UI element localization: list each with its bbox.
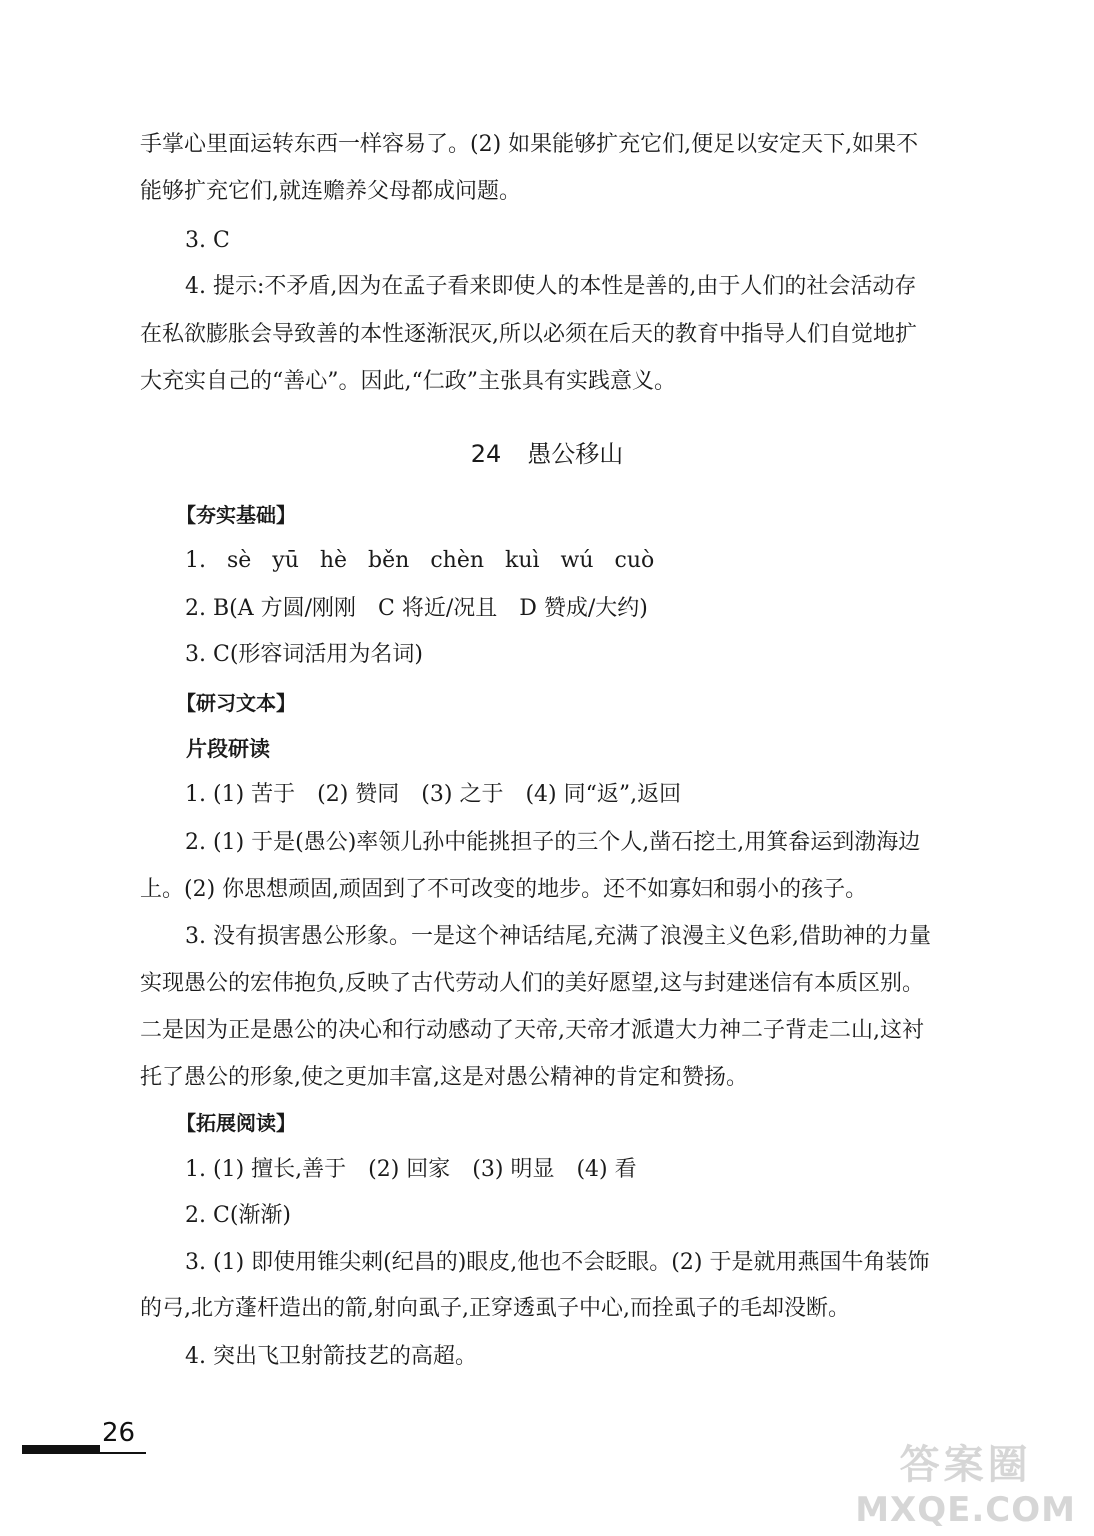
answer-line: 上。(2) 你思想顽固,顽固到了不可改变的地步。还不如寡妇和弱小的孩子。 [140, 877, 868, 902]
sub-heading: 片段研读 [186, 737, 270, 761]
answer-line: 3. 没有损害愚公形象。一是这个神话结尾,充满了浪漫主义色彩,借助神的力量 [185, 924, 931, 949]
section-heading: 【夯实基础】 [176, 503, 296, 527]
footer-rule [22, 1452, 146, 1454]
answer-line: 实现愚公的宏伟抱负,反映了古代劳动人们的美好愿望,这与封建迷信有本质区别。 [140, 971, 924, 996]
answer-line: 1. (1) 苦于 (2) 赞同 (3) 之于 (4) 同“返”,返回 [185, 782, 682, 807]
watermark-top: 答案圈 [899, 1442, 1032, 1488]
answer-line: 4. 突出飞卫射箭技艺的高超。 [185, 1344, 477, 1369]
section-heading: 【研习文本】 [176, 691, 296, 715]
answer-line: 托了愚公的形象,使之更加丰富,这是对愚公精神的肯定和赞扬。 [140, 1065, 748, 1090]
answer-line: 1. sè yū hè běn chèn kuì wú cuò [185, 548, 655, 573]
watermark-bottom: MXQE.COM [855, 1490, 1076, 1530]
lesson-name: 愚公移山 [527, 440, 624, 468]
answer-line: 2. B(A 方圆/刚刚 C 将近/况且 D 赞成/大约) [185, 596, 648, 621]
answer-line: 在私欲膨胀会导致善的本性逐渐泯灭,所以必须在后天的教育中指导人们自觉地扩 [140, 322, 917, 347]
answer-line: 的弓,北方蓬杆造出的箭,射向虱子,正穿透虱子中心,而拴虱子的毛却没断。 [140, 1296, 850, 1321]
answer-line: 二是因为正是愚公的决心和行动感动了天帝,天帝才派遣大力神二子背走二山,这衬 [140, 1018, 924, 1043]
answer-line: 4. 提示:不矛盾,因为在孟子看来即使人的本性是善的,由于人们的社会活动存 [185, 274, 917, 299]
section-heading: 【拓展阅读】 [176, 1111, 296, 1135]
page-number: 26 [102, 1418, 136, 1448]
answer-line: 3. (1) 即使用锥尖刺(纪昌的)眼皮,他也不会眨眼。(2) 于是就用燕国牛角装饰 [185, 1250, 930, 1275]
lesson-number: 24 [470, 440, 502, 468]
watermark-logo [855, 1433, 1076, 1530]
answer-line: 1. (1) 擅长,善于 (2) 回家 (3) 明显 (4) 看 [185, 1157, 637, 1182]
answer-line: 能够扩充它们,就连赡养父母都成问题。 [140, 179, 521, 204]
answer-line: 手掌心里面运转东西一样容易了。(2) 如果能够扩充它们,便足以安定天下,如果不 [140, 132, 919, 157]
answer-line: 3. C(形容词活用为名词) [185, 642, 423, 667]
answer-line: 2. C(渐渐) [185, 1203, 291, 1228]
lesson-title [0, 434, 1094, 469]
answer-line: 3. C [185, 228, 230, 253]
answer-line: 2. (1) 于是(愚公)率领儿孙中能挑担子的三个人,凿石挖土,用箕畚运到渤海边 [185, 830, 921, 855]
answer-line: 大充实自己的“善心”。因此,“仁政”主张具有实践意义。 [140, 369, 676, 394]
